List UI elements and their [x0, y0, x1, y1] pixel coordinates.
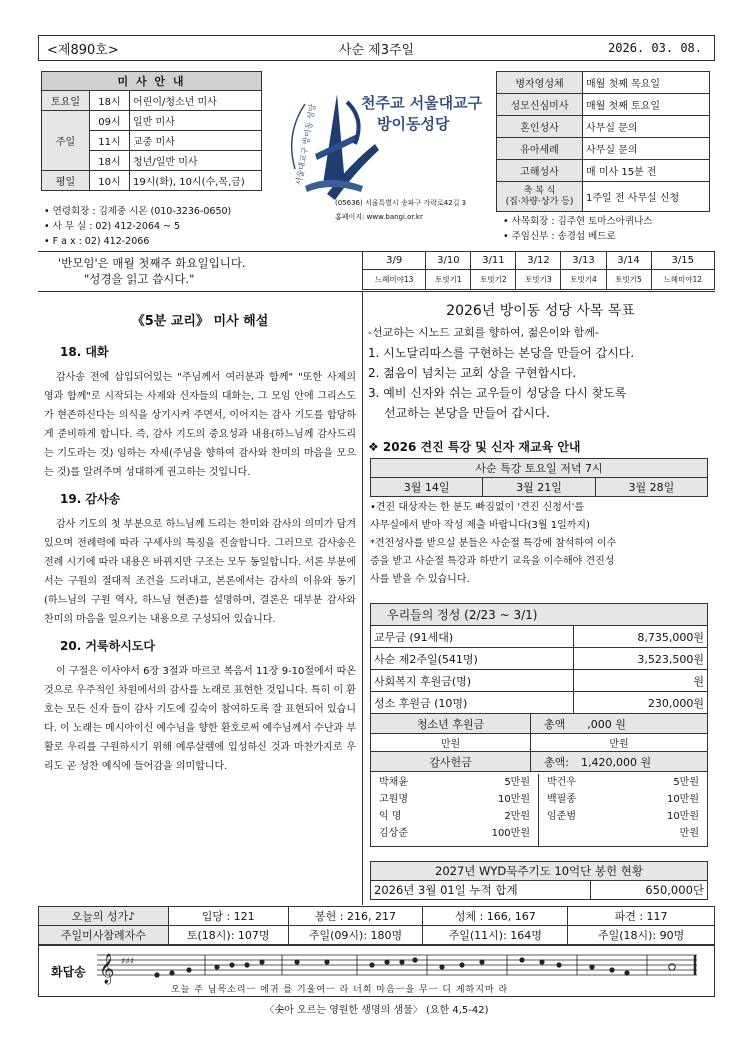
donor-name: 고원명 [379, 794, 408, 805]
contact-line: • 연령회장 : 김제중 시몬 (010-3236-0650) [44, 206, 232, 217]
confirmation-date: 3월 14일 [371, 478, 483, 497]
mass-schedule-table [41, 71, 262, 191]
mass-desc: 어린이/청소년 미사 [130, 91, 262, 111]
sacrament-name: 고해성사 [497, 160, 583, 182]
mass-day: 주일 [42, 111, 90, 171]
offering-amount: 8,735,000원 [573, 626, 708, 648]
banner-line1: '반모임'은 매월 첫째주 화요일입니다. [58, 256, 246, 270]
goal-item: 3. 예비 신자와 쉬는 교우들이 성당을 다시 찾도록 [368, 386, 627, 400]
offerings-table [370, 603, 708, 714]
offering-amount: 230,000원 [573, 692, 708, 714]
offering-amount: 3,523,500원 [573, 648, 708, 670]
sacrament-name: 혼인성사 [497, 116, 583, 138]
donor-amount: 10만원 [497, 794, 530, 805]
parish-name-line2: 방이동성당 [377, 115, 450, 133]
wyd-total: 650,000단 [591, 881, 708, 900]
youth-unit: 만원 [371, 734, 531, 752]
donor-row [379, 791, 530, 808]
catechism-heading: 18. 대화 [60, 345, 109, 359]
bible-reading-table [362, 251, 715, 290]
sacrament-info: 사무실 문의 [583, 138, 710, 160]
mass-time: 18시 [90, 91, 130, 111]
mass-desc: 청년/일반 미사 [130, 151, 262, 171]
footer-hymns [38, 906, 715, 945]
officer-line: • 주임신부 : 송경섭 베드로 [503, 231, 616, 242]
parish-address: (05636) 서울특별시 송파구 가락로42길 3 [335, 199, 467, 207]
donor-amount: 5만원 [673, 777, 699, 788]
confirmation-title: ❖ 2026 견진 특강 및 신자 재교육 안내 [368, 440, 581, 454]
reading-book: 토빗기5 [606, 270, 651, 290]
mass-desc: 19시(화), 10시(수,목,금) [130, 171, 262, 191]
thanks-label: 감사헌금 [371, 752, 531, 772]
confirmation-table [370, 458, 708, 497]
youth-offering-table [370, 713, 708, 772]
youth-unit: 만원 [531, 734, 708, 752]
offerings-title: 우리들의 정성 (2/23 ~ 3/1) [371, 604, 708, 626]
sacraments-table [496, 71, 710, 212]
mass-time: 18시 [90, 151, 130, 171]
sacrament-name: 유아세례 [497, 138, 583, 160]
reading-date: 3/11 [471, 252, 516, 270]
psalm-label: 화답송 [51, 965, 86, 979]
donor-amount: 5만원 [504, 777, 530, 788]
youth-total: ,000 원 [587, 717, 626, 731]
hymn-cell: 성체 : 166, 167 [423, 907, 568, 926]
mass-day: 토요일 [42, 91, 90, 111]
donor-amount: 10만원 [666, 811, 699, 822]
reading-book: 토빗기1 [426, 270, 471, 290]
liturgical-week: 사순 제3주일 [338, 42, 415, 58]
svg-text:♯♯♯: ♯♯♯ [121, 957, 135, 967]
mass-time: 10시 [90, 171, 130, 191]
sacrament-info: 매월 첫째 토요일 [583, 94, 710, 116]
donor-row [379, 774, 530, 791]
banner [40, 255, 360, 291]
hymn-cell: 파견 : 117 [568, 907, 715, 926]
donor-name: 백필종 [547, 794, 576, 805]
donor-row [379, 808, 530, 825]
goal-item: 2. 젊음이 넘치는 교회 상을 구현합시다. [368, 366, 577, 380]
hymn-cell: 입당 : 121 [168, 907, 288, 926]
youth-total-label: 총액 [544, 717, 566, 731]
header-bar [38, 35, 715, 61]
mass-desc: 일반 미사 [130, 111, 262, 131]
attendance-cell: 주일미사참례자수 [39, 926, 169, 945]
parish-name [361, 92, 482, 134]
reading-date: 3/12 [516, 252, 561, 270]
catechism-body: 감사송 전에 삽입되어있는 "주님께서 여러분과 함께" "또한 사제의 영과 함께"로 시작되는 사제와 신자들의 대화는, 그 모임 안에 그리스도가 현존하신다는 의식을 상기시켜 주면서, 이어지는 감사 기도를 합당하게 준비하게 합니다. 즉, 감사 기도의 중요성과 내용(하느님께 감사드리는 기도라는 것) 임하는 자세(주님을 향하여 감사와 찬미의 마음을 모으는 것)를 알려주며 성대하게 권고하는 것입니다. [44, 372, 356, 478]
officer-line: • 사목회장 : 김주현 토마스아퀴나스 [503, 216, 653, 227]
attendance-cell: 토(18시): 107명 [168, 926, 288, 945]
reading-date: 3/10 [426, 252, 471, 270]
sacrament-name: 병자영성체 [497, 72, 583, 94]
catechism-column [40, 300, 360, 776]
offering-label: 사순 제2주일(541명) [371, 648, 574, 670]
contact-line: • F a x : 02) 412-2066 [44, 236, 150, 247]
reading-book: 토빗기3 [516, 270, 561, 290]
circle-text: 서울대교구 방이동 성당 [294, 103, 318, 186]
attendance-cell: 주일(09시): 180명 [288, 926, 423, 945]
offering-label: 성소 후원금 (10명) [371, 692, 574, 714]
thanks-donors [370, 771, 708, 847]
reading-date: 3/9 [363, 252, 426, 270]
donor-row [547, 808, 699, 825]
responsorial-psalm [38, 945, 715, 997]
confirmation-note: 사를 받을 수 있습니다. [370, 574, 470, 585]
offering-label: 사회복지 후원금(명) [371, 670, 574, 692]
mass-time: 11시 [90, 131, 130, 151]
goals-subtitle: -선교하는 시노드 교회를 향하여, 젊은이와 함께- [368, 326, 599, 339]
sacrament-info: 매월 첫째 목요일 [583, 72, 710, 94]
mass-schedule-title: 미 사 안 내 [42, 72, 262, 91]
pastoral-goals [368, 300, 713, 423]
donor-row [547, 774, 699, 791]
reading-book: 토빗기4 [561, 270, 606, 290]
confirmation-note: 사무실에서 받아 작성 제출 바랍니다(3월 1일까지) [370, 520, 590, 531]
wyd-title: 2027년 WYD묵주기도 10억단 봉헌 현황 [371, 862, 708, 881]
goals-title: 2026년 방이동 성당 사목 목표 [446, 303, 635, 319]
confirmation-notes [370, 499, 712, 589]
parish-logo [275, 66, 490, 236]
psalm-caption: 〈솟아 오르는 영원한 생명의 샘물〉 (요한 4,5-42) [264, 1005, 489, 1016]
reading-date: 3/15 [651, 252, 714, 270]
officers [503, 214, 652, 244]
donor-name: 익 명 [379, 811, 402, 822]
donor-amount: 10만원 [666, 794, 699, 805]
reading-book: 느헤미야12 [651, 270, 714, 290]
wyd-table [370, 861, 708, 900]
thanks-total-label: 총액: [544, 755, 569, 769]
offering-label: 교무금 (91세대) [371, 626, 574, 648]
catechism-heading: 20. 거룩하시도다 [60, 639, 155, 653]
donor-amount: 만원 [679, 828, 699, 839]
donor-row [547, 791, 699, 808]
donor-amount: 100만원 [491, 828, 530, 839]
mass-desc: 교중 미사 [130, 131, 262, 151]
issue-date: 2026. 03. 08. [608, 41, 702, 55]
donor-name: 임준범 [547, 811, 576, 822]
sacrament-info: 1주일 전 사무실 신청 [583, 182, 710, 212]
youth-label: 청소년 후원금 [371, 714, 531, 734]
goal-item: 1. 시노달리따스를 구현하는 본당을 만들어 갑시다. [368, 346, 635, 360]
issue-number: <제890호> [47, 42, 119, 58]
mass-day: 평일 [42, 171, 90, 191]
contact-line: • 사 무 실 : 02) 412-2064 ~ 5 [44, 221, 181, 232]
confirmation-date: 3월 28일 [595, 478, 707, 497]
reading-book: 토빗기2 [471, 270, 516, 290]
parish-homepage: 홈페이지: www.bangi.or.kr [335, 213, 423, 221]
donor-name: 박건우 [547, 777, 576, 788]
offering-amount: 원 [573, 670, 708, 692]
sacrament-name-sub: (집·차량·상가 등) [505, 196, 574, 207]
donor-name: 박채윤 [379, 777, 408, 788]
confirmation-note: *견진성사를 받으실 분들은 사순절 특강에 참석하여 이수 [370, 538, 617, 549]
banner-line2: "성경을 읽고 씁시다." [84, 272, 195, 286]
goal-item: 선교하는 본당을 만들어 갑시다. [384, 406, 550, 420]
confirmation-note: •견진 대상자는 한 분도 빠짐없이 '견진 신청서'를 [370, 502, 585, 513]
reading-book: 느헤미야13 [363, 270, 426, 290]
donor-row [547, 825, 699, 842]
thanks-total: 1,420,000 원 [580, 755, 652, 769]
mass-time: 09시 [90, 111, 130, 131]
svg-text:𝄞: 𝄞 [99, 954, 115, 984]
sacrament-name: 축 복 식 [523, 185, 556, 196]
sacrament-info: 매 미사 15분 전 [583, 160, 710, 182]
wyd-date-label: 2026년 3월 01일 누적 합계 [371, 881, 591, 900]
catechism-heading: 19. 감사송 [60, 492, 121, 506]
confirmation-note: 증을 받고 사순절 특강과 하반기 교육을 이수해야 견진성 [370, 556, 615, 567]
sacrament-info: 사무실 문의 [583, 116, 710, 138]
catechism-title: 《5분 교리》 미사 해설 [131, 314, 269, 329]
donor-row [379, 825, 530, 842]
donor-name: 김상준 [379, 828, 408, 839]
reading-date: 3/14 [606, 252, 651, 270]
hymn-cell: 오늘의 성가♪ [39, 907, 169, 926]
catechism-body: 이 구절은 이사야서 6장 3절과 마르코 복음서 11장 9-10절에서 따온 것으로 우주적인 차원에서의 감사를 노래로 표현한 것입니다. 특히 이 환호는 모든 신자 들이 감사 기도에 깊숙이 참여하도록 잘 표현되어 있습니다. 이 노래는 메시아이신 예수님을 향한 환호로써 예수님께서 수난과 부활로 우리를 구원하시기 위해 예루살렘에 입성하신 것과 마찬가지로 우리도 곧 성찬 예식에 들어감을 의미합니다. [44, 666, 356, 772]
parish-name-line1: 천주교 서울대교구 [361, 94, 483, 112]
catechism-body: 감사 기도의 첫 부분으로 하느님께 드리는 찬미와 감사의 의미가 담겨 있으며 전례력에 따라 구세사의 특징을 진술합니다. 그러므로 감사송은 전례 시기에 따라 내용은 바뀌지만 구조는 모두 동일합니다. 서론 부분에서는 구원의 절대적 조건을 드러내고, 본론에서는 감사의 이유와 동기(하느님의 구원 역사, 하느님 현존)를 설명하며, 결론은 대부분 감사와 찬미의 마음을 일으키는 내용으로 구성되어 있습니다. [44, 519, 356, 625]
reading-date: 3/13 [561, 252, 606, 270]
hymn-cell: 봉헌 : 216, 217 [288, 907, 423, 926]
attendance-cell: 주일(11시): 164명 [423, 926, 568, 945]
attendance-cell: 주일(18시): 90명 [568, 926, 715, 945]
confirmation-table-title: 사순 특강 토요일 저녁 7시 [371, 459, 708, 478]
sacrament-name: 성모신심미사 [497, 94, 583, 116]
contact-info [44, 204, 231, 249]
confirmation-date: 3월 21일 [483, 478, 595, 497]
psalm-lyrics: 오늘 주 님목소리ㅡ 에귀 를 기울여ㅡ 라 너희 마음ㅡ을 무ㅡ 디 게하지마 라 [171, 985, 509, 995]
donor-amount: 2만원 [504, 811, 530, 822]
